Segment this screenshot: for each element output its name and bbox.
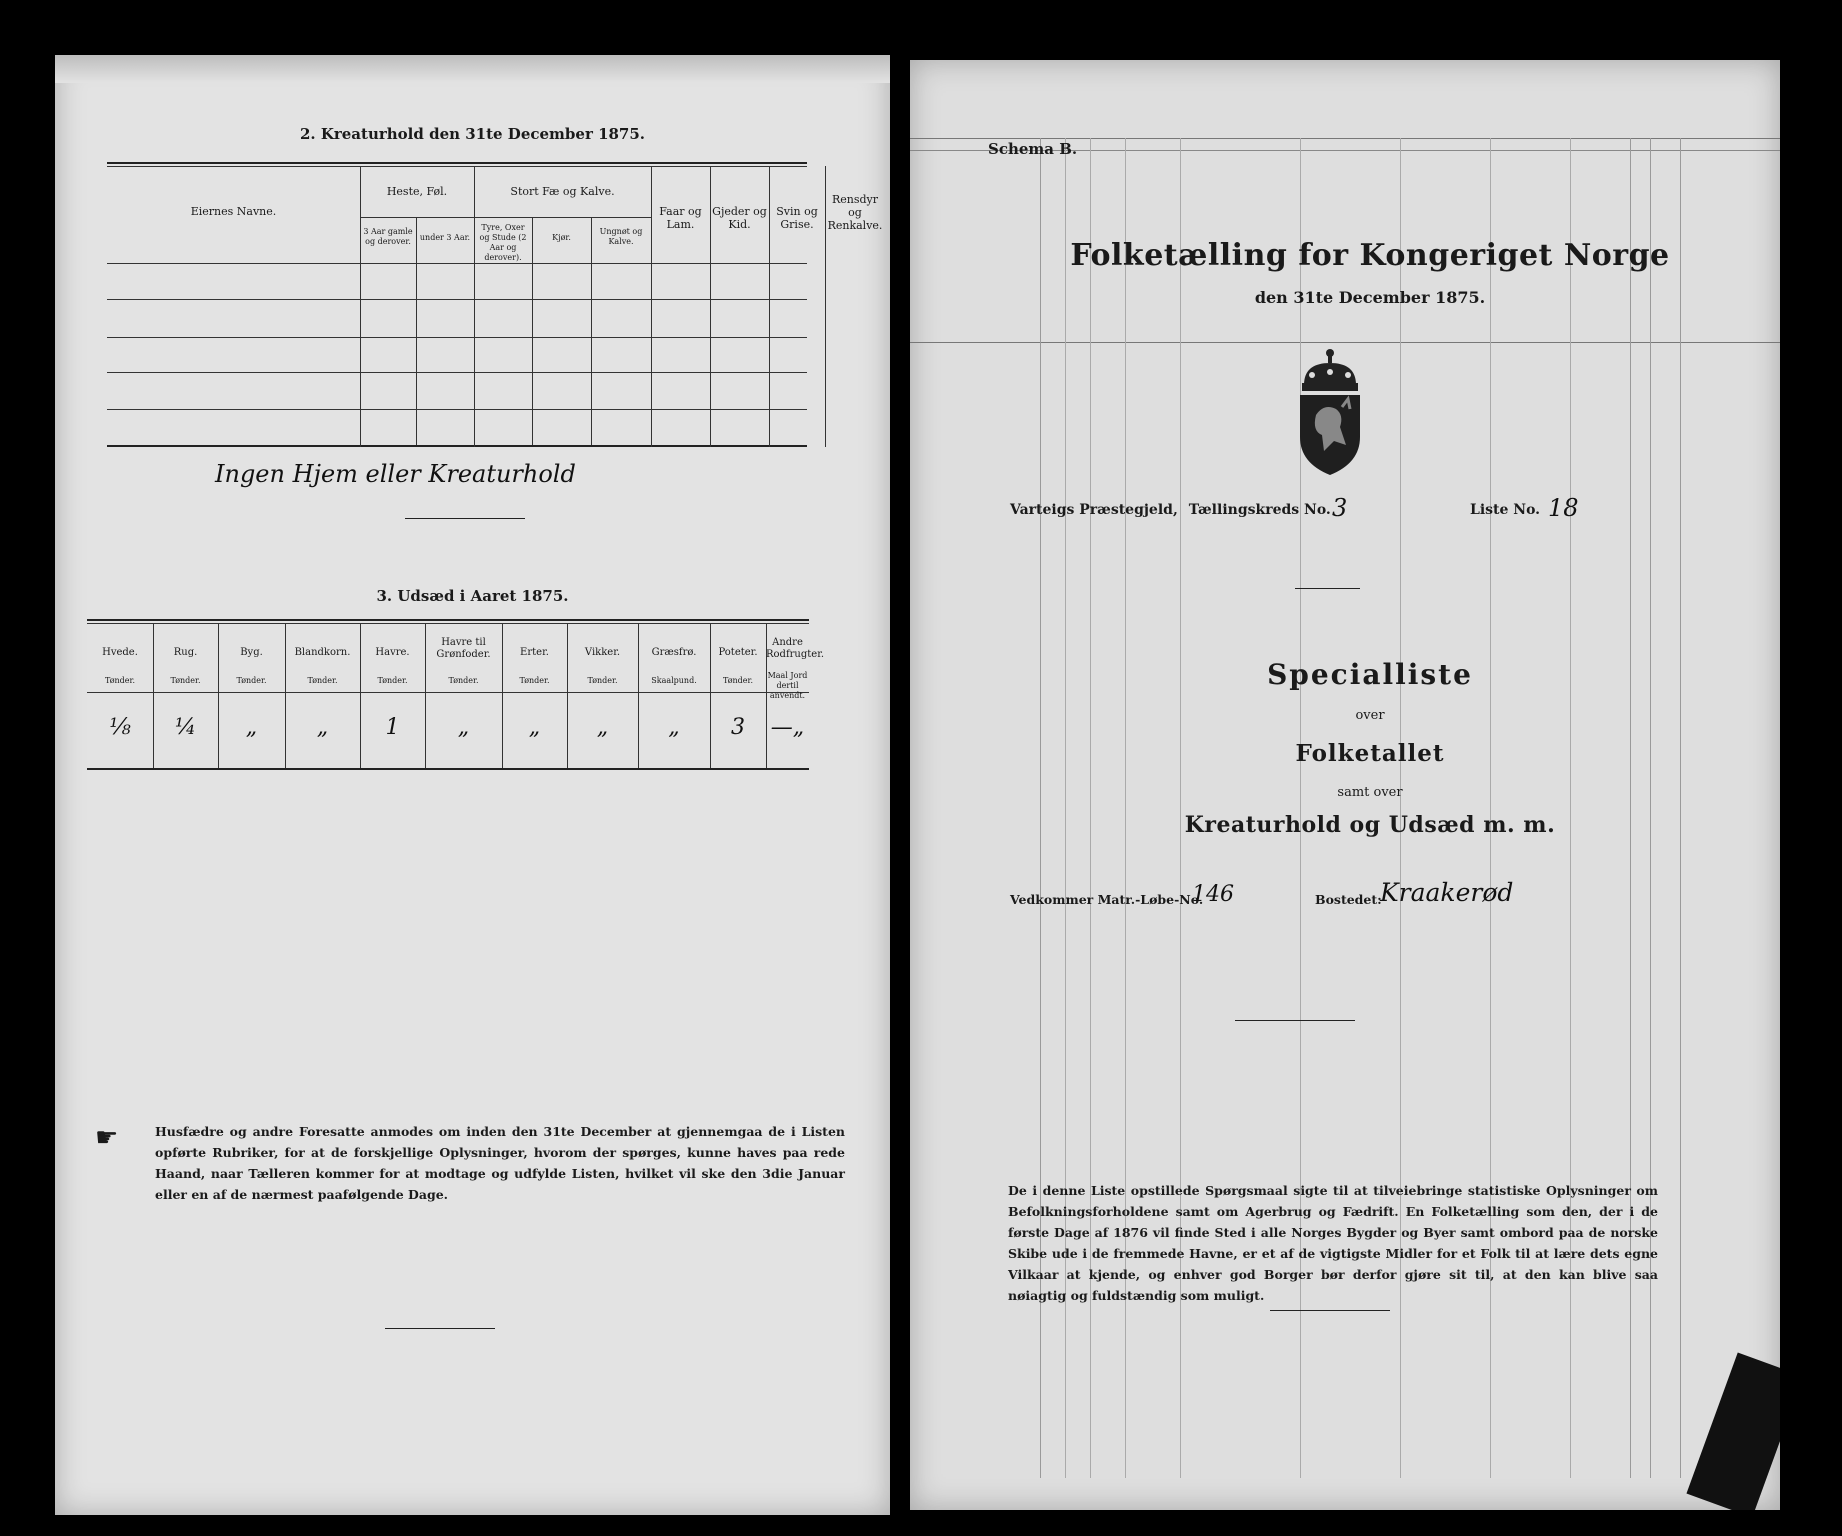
sow-col-unit: Tønder. bbox=[104, 676, 136, 685]
sow-col-header: Havre til Grønfoder. bbox=[436, 637, 491, 660]
parish-label: Præstegjeld, bbox=[1079, 502, 1178, 518]
col-horses-adult: 3 Aar gamle og derover. bbox=[363, 227, 413, 246]
sow-value-cell: 3 bbox=[731, 715, 745, 740]
right-page bbox=[910, 60, 1780, 1510]
sow-col-header: Andre Rodfrugter. bbox=[766, 637, 825, 660]
section2-title: 2. Kreaturhold den 31te December 1875. bbox=[299, 125, 646, 143]
sow-value-cell: „ bbox=[457, 715, 470, 740]
sow-col-header: Blandkorn. bbox=[294, 647, 351, 658]
sow-value-cell: „ bbox=[596, 715, 609, 740]
specialliste-heading: Specialliste bbox=[1267, 658, 1473, 691]
sow-col-unit: Tønder. bbox=[722, 676, 754, 685]
sow-col-unit: Maal Jord dertil anvendt. bbox=[767, 671, 808, 700]
sow-value-cell: „ bbox=[245, 715, 258, 740]
list-label: Liste No. bbox=[1470, 502, 1541, 518]
sow-value-cell: „ bbox=[316, 715, 329, 740]
sow-col-header: Græsfrø. bbox=[651, 647, 697, 658]
census-title: Folketælling for Kongeriget Norge bbox=[1070, 238, 1670, 273]
list-number: 18 bbox=[1548, 494, 1579, 522]
district-label: Tællingskreds No. bbox=[1188, 502, 1331, 518]
sow-value-cell: —„ bbox=[770, 715, 805, 740]
kreaturhold-heading: Kreaturhold og Udsæd m. m. bbox=[1184, 812, 1556, 838]
household-notice: Husfædre og andre Foresatte anmodes om inden den 31te December at gjennemgaa de i Listen opførte Rubriker, for at de forskjellige Oplysninger, hvorom der spørges, kunne haves paa rede Haand, naar Tælleren kommer for at modtage og udfylde Listen, hvilket vil ske den 3die Januar eller en af de nærmest paafølgende Dage. bbox=[155, 1124, 845, 1202]
over-label: over bbox=[1355, 708, 1385, 723]
district-number: 3 bbox=[1332, 494, 1348, 522]
handwritten-note: Ingen Hjem eller Kreaturhold bbox=[215, 460, 576, 488]
coat-of-arms-icon bbox=[1290, 345, 1370, 480]
sow-col-unit: Tønder. bbox=[519, 676, 550, 685]
matr-number: 146 bbox=[1192, 882, 1234, 907]
folketallet-heading: Folketallet bbox=[1295, 740, 1445, 767]
section3-title: 3. Udsæd i Aaret 1875. bbox=[376, 587, 569, 605]
col-owner-name: Eiernes Navne. bbox=[190, 205, 277, 218]
col-cattle-cows: Kjør. bbox=[552, 233, 571, 242]
sow-col-header: Havre. bbox=[375, 647, 410, 658]
left-page bbox=[55, 55, 890, 1515]
pointing-hand-icon: ☛ bbox=[95, 1123, 119, 1153]
bosted-label: Bostedet: bbox=[1315, 892, 1382, 907]
parish-name: Varteigs bbox=[1010, 502, 1075, 518]
schema-label: Schema B. bbox=[988, 140, 1078, 158]
col-cattle-bulls: Tyre, Oxer og Stude (2 Aar og derover). bbox=[479, 223, 527, 262]
sow-col-header: Vikker. bbox=[584, 647, 621, 658]
binding-clip bbox=[1686, 1353, 1780, 1510]
sow-col-unit: Tønder. bbox=[587, 676, 618, 685]
sow-col-header: Poteter. bbox=[718, 647, 758, 658]
sow-col-header: Erter. bbox=[520, 647, 549, 658]
sow-col-unit: Tønder. bbox=[170, 676, 201, 685]
sow-value-cell: ⅛ bbox=[109, 715, 131, 740]
col-horses-group: Heste, Føl. bbox=[386, 185, 448, 198]
col-pigs: Svin og Grise. bbox=[776, 205, 818, 231]
col-goats: Gjeder og Kid. bbox=[712, 205, 767, 231]
census-date: den 31te December 1875. bbox=[1254, 288, 1486, 307]
sow-value-cell: ¼ bbox=[174, 715, 197, 740]
sow-col-unit: Tønder. bbox=[448, 676, 479, 685]
col-cattle-young: Ungnøt og Kalve. bbox=[599, 227, 643, 246]
col-cattle-group: Stort Fæ og Kalve. bbox=[510, 185, 615, 198]
census-purpose-text: De i denne Liste opstillede Spørgsmaal sigte til at tilveiebringe statistiske Oplysninger om Befolkningsforholdene samt om Agerbrug og Fædrift. En Folketælling som den, der i de første Dage af 1876 vil finde Sted i alle Norges Bygder og Byer samt ombord paa de norske Skibe ude i de fremmede Havne, er et af de vigtigste Midler for et Folk til at lære dets egne Vilkaar at kjende, og enhver god Borger bør derfor gjøre sit til, at den kan blive saa nøiagtig og fuldstændig som muligt. bbox=[1008, 1183, 1658, 1303]
sow-value-cell: „ bbox=[668, 715, 680, 740]
sow-col-unit: Tønder. bbox=[307, 676, 338, 685]
sow-col-unit: Skaalpund. bbox=[651, 676, 697, 685]
sow-value-cell: 1 bbox=[385, 715, 400, 740]
bosted-value: Kraakerød bbox=[1380, 878, 1514, 907]
sow-col-header: Hvede. bbox=[102, 647, 138, 658]
sow-value-cell: „ bbox=[528, 715, 541, 740]
col-reindeer: Rensdyr og Renkalve. bbox=[827, 193, 883, 232]
matr-label: Vedkommer Matr.-Løbe-No. bbox=[1010, 892, 1204, 907]
sow-col-unit: Tønder. bbox=[377, 676, 408, 685]
col-sheep: Faar og Lam. bbox=[659, 205, 702, 231]
col-horses-young: under 3 Aar. bbox=[419, 233, 471, 242]
sow-col-unit: Tønder. bbox=[236, 676, 267, 685]
sow-col-header: Byg. bbox=[240, 647, 263, 658]
samt-over-label: samt over bbox=[1337, 785, 1403, 800]
sow-col-header: Rug. bbox=[173, 647, 198, 658]
